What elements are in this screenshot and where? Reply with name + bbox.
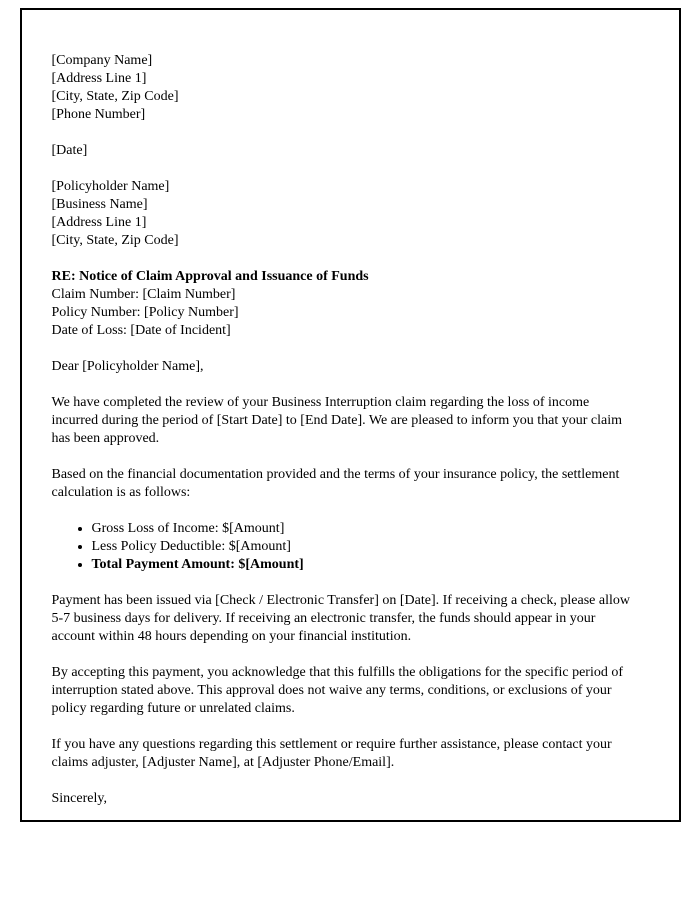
recipient-address-line1: [Address Line 1] <box>51 215 147 230</box>
claim-number-line: Claim Number: [Claim Number] <box>51 287 236 302</box>
sender-company: [Company Name] <box>51 53 153 68</box>
recipient-block <box>52 178 634 250</box>
paragraph-acknowledgement: By accepting this payment, you acknowledge that this fulfills the obligations for the specific period of interruption stated above. This approval does not waive any terms, conditions, or exclusions of your policy regarding future or unrelated claims. <box>51 665 624 716</box>
sender-block <box>52 52 634 124</box>
settlement-item-deductible: • Less Policy Deductible: $[Amount] <box>92 538 634 556</box>
reference-block <box>52 268 634 340</box>
recipient-policyholder: [Policyholder Name] <box>51 179 170 194</box>
settlement-item-total-payment: • Total Payment Amount: $[Amount] <box>92 556 634 574</box>
paragraph-payment: Payment has been issued via [Check / Electronic Transfer] on [Date]. If receiving a check, please allow 5-7 business days for delivery. If receiving an electronic transfer, the funds should appear in your account within 48 hours depending on your financial institution. <box>51 593 630 644</box>
sender-phone: [Phone Number] <box>51 107 146 122</box>
date-line: [Date] <box>51 143 88 158</box>
salutation: Dear [Policyholder Name], <box>51 359 204 374</box>
closing-line: Sincerely, <box>51 791 107 806</box>
settlement-item-gross-loss: • Gross Loss of Income: $[Amount] <box>92 520 634 538</box>
settlement-list <box>52 520 634 574</box>
subject-line: RE: Notice of Claim Approval and Issuance of Funds <box>51 269 369 284</box>
policy-number-line: Policy Number: [Policy Number] <box>51 305 239 320</box>
sender-address-line1: [Address Line 1] <box>51 71 147 86</box>
recipient-city-state-zip: [City, State, Zip Code] <box>51 233 179 248</box>
paragraph-review: We have completed the review of your Business Interruption claim regarding the loss of income incurred during the period of [Start Date] to [End Date]. We are pleased to inform you that your claim has been approved. <box>51 395 622 446</box>
recipient-business: [Business Name] <box>51 197 148 212</box>
paragraph-contact: If you have any questions regarding this settlement or require further assistance, please contact your claims adjuster, [Adjuster Name], at [Adjuster Phone/Email]. <box>51 737 612 770</box>
paragraph-settlement-intro: Based on the financial documentation provided and the terms of your insurance policy, the settlement calculation is as follows: <box>51 467 620 500</box>
sender-city-state-zip: [City, State, Zip Code] <box>51 89 179 104</box>
letter-page <box>20 8 681 822</box>
date-of-loss-line: Date of Loss: [Date of Incident] <box>51 323 231 338</box>
